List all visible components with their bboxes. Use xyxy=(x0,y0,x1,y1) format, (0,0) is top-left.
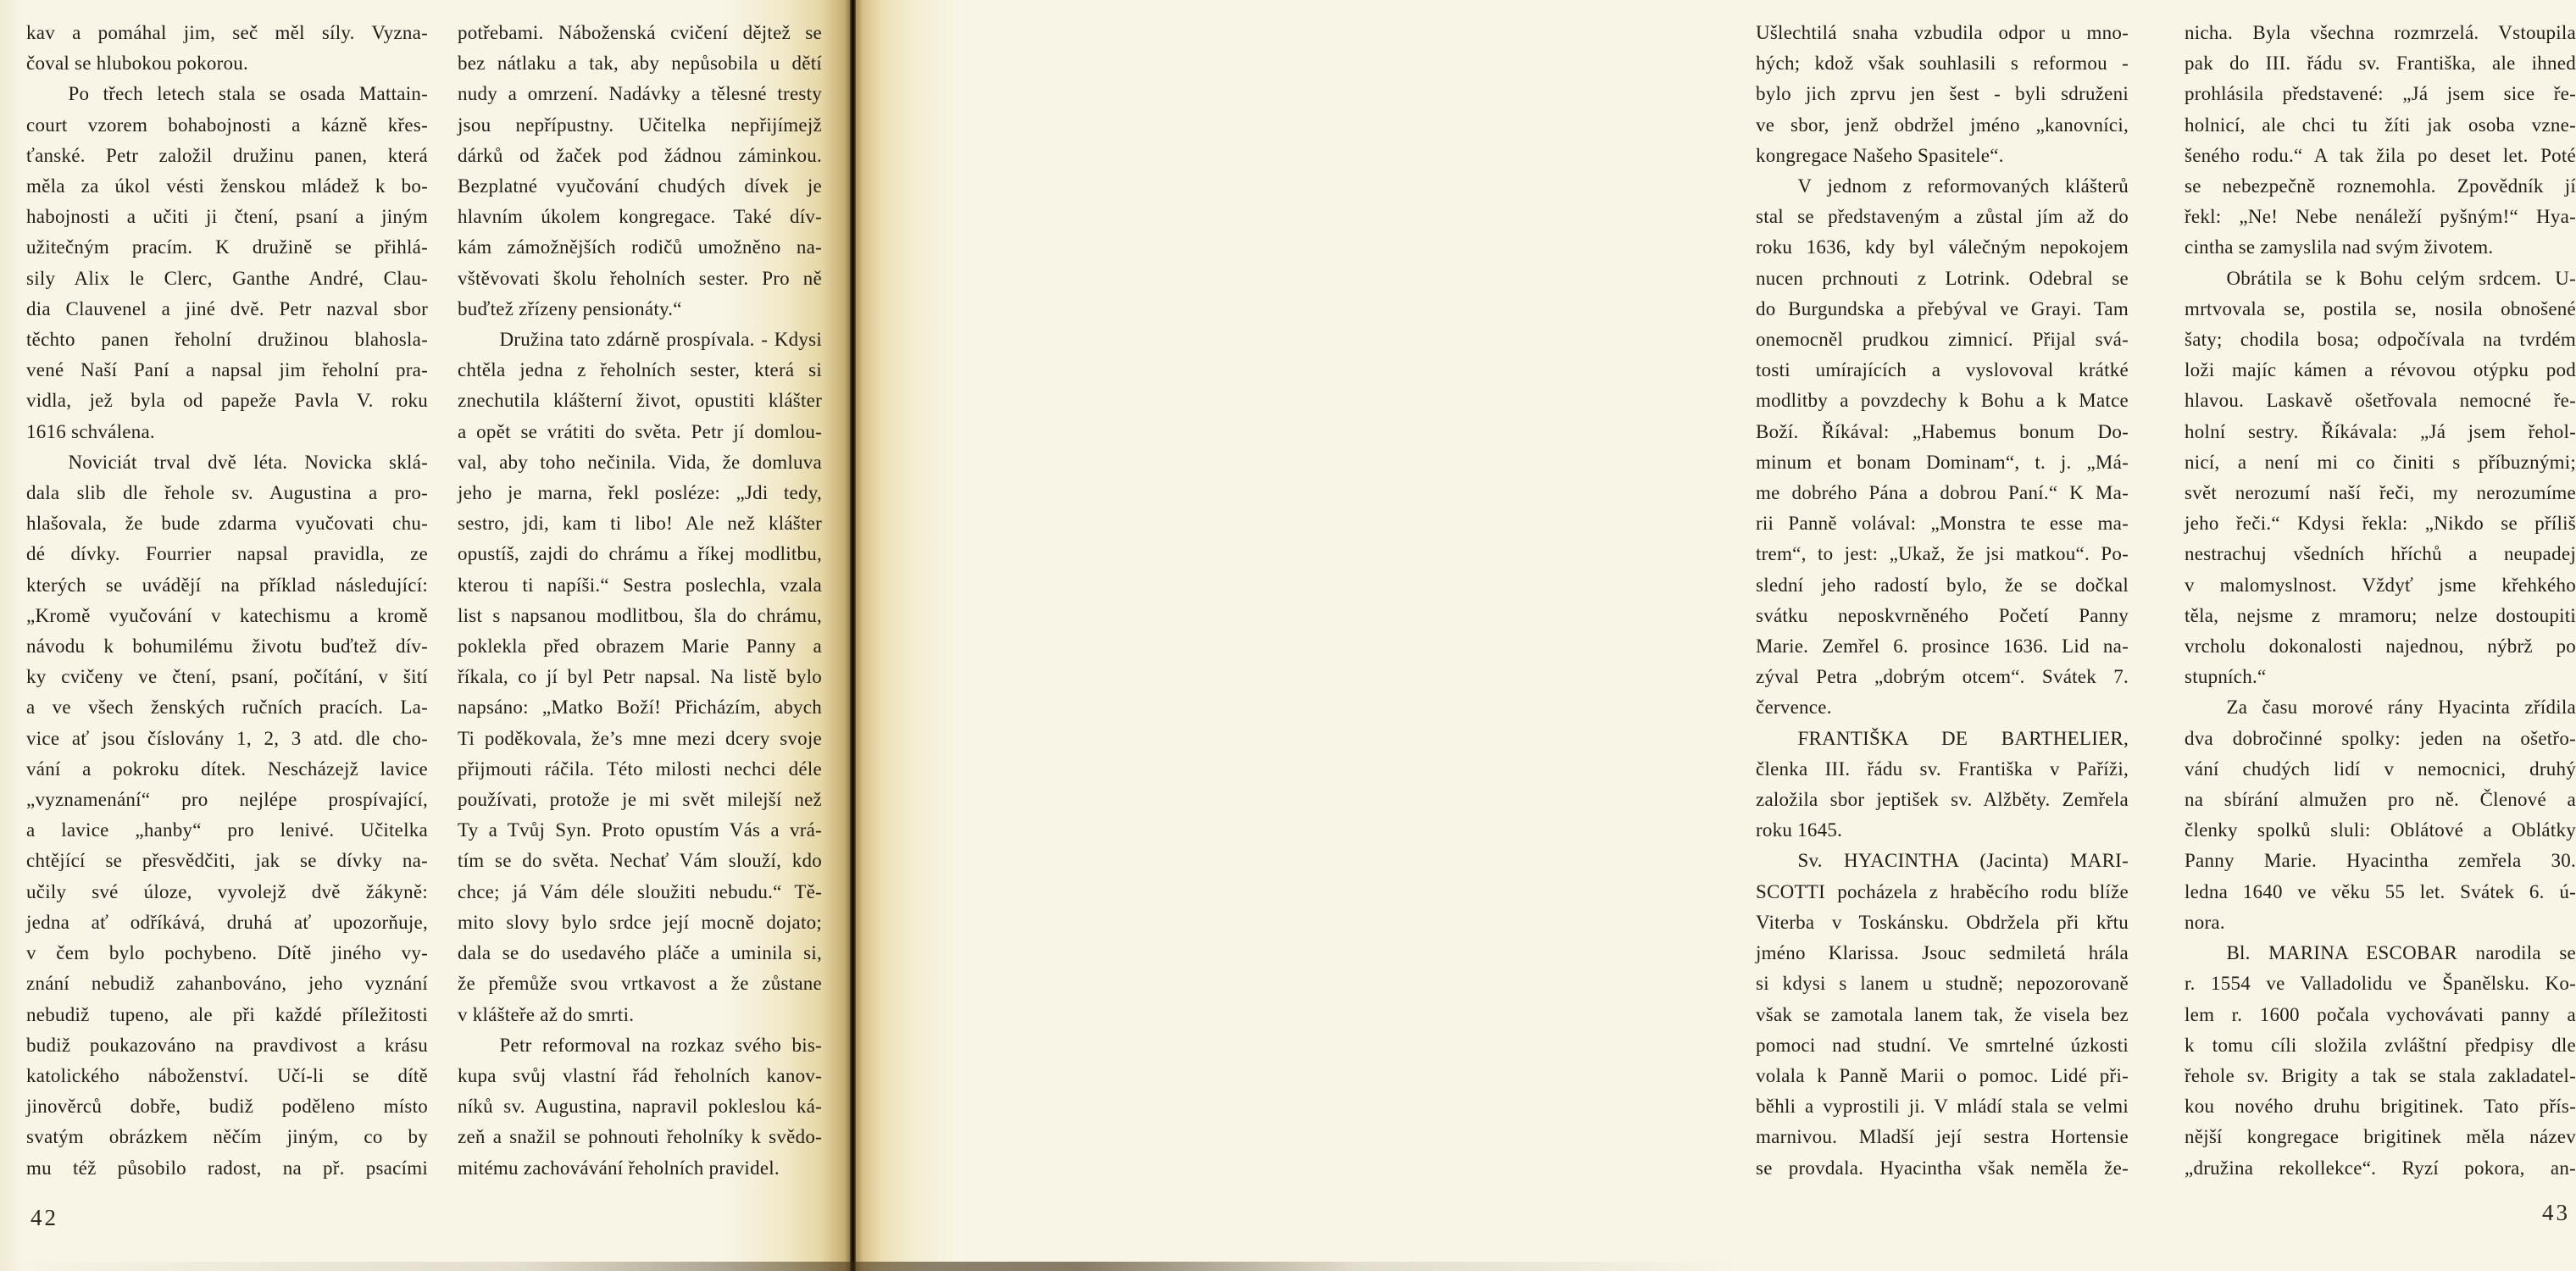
text-line: Marie. Zemřel 6. prosince 1636. Lid na- xyxy=(1756,636,2129,658)
text-line: řehole sv. Brigity a tak se stala zakladatel- xyxy=(2185,1064,2576,1086)
text-line: ledna 1640 ve věku 55 let. Svátek 6. ú- xyxy=(2185,880,2576,902)
text-line: sestro, jdi, kam ti libo! Ale než klášter xyxy=(458,513,822,535)
text-line: marnivou. Mladší její sestra Hortensie xyxy=(1756,1126,2129,1148)
text-line: hých; kdož však souhlasili s reformou - xyxy=(1756,53,2129,75)
text-line: vené Naší Paní a napsal jim řeholní pra- xyxy=(26,359,428,381)
text-line: vání chudých lidí v nemocnici, druhý xyxy=(2185,758,2576,780)
text-line: svatým obrázkem něčím jiným, co by xyxy=(26,1126,428,1148)
text-line: chtějící se přesvědčiti, jak se dívky na- xyxy=(26,850,428,872)
text-line: FRANTIŠKA DE BARTHELIER, xyxy=(1797,727,2129,749)
text-line: tím se do světa. Nechať Vám slouží, kdo xyxy=(458,850,822,872)
text-line: si kdysi s lanem u studně; nepozorovaně xyxy=(1756,973,2129,995)
text-line: Viterba v Toskánsku. Obdržela při křtu xyxy=(1756,911,2129,933)
text-line: roku 1636, kdy byl válečným nepokojem xyxy=(1756,236,2129,258)
page-bottom-shadow xyxy=(0,1262,1740,1271)
text-line: kterých se uvádějí na příklad následující: xyxy=(26,574,428,596)
text-line: vání a pokroku dítek. Nescházejž lavice xyxy=(26,758,428,780)
text-line: SCOTTI pocházela z hraběcího rodu blíže xyxy=(1756,880,2129,902)
text-line: však se zamotala lanem tak, že visela bez xyxy=(1756,1003,2129,1025)
text-line: chtěla jedna z řeholních sester, která si xyxy=(458,359,822,381)
text-line: přijmouti ráčila. Této milosti nechci déle xyxy=(458,758,822,780)
text-line: nestrachuj všedních hříchů a neupadej xyxy=(2185,543,2576,565)
text-line: nebudiž tupeno, ale při každé příležitosti xyxy=(26,1003,428,1025)
text-line: učily své úloze, vyvolejž dvě žákyně: xyxy=(26,880,428,902)
text-line: užitečným pracím. K družině se přihlá- xyxy=(26,236,428,258)
text-line: budiž poukazováno na pravdivost a krásu xyxy=(26,1034,428,1056)
text-line: volala k Panně Marii o pomoc. Lidé při- xyxy=(1756,1064,2129,1086)
text-line: a opět se vrátiti do světa. Petr jí domlou- xyxy=(458,420,822,442)
text-line: me dobrého Pána a dobrou Paní.“ K Ma- xyxy=(1756,482,2129,504)
text-line: ťanské. Petr založil družinu panen, která xyxy=(26,144,428,166)
text-line: sily Alix le Clerc, Ganthe André, Clau- xyxy=(26,267,428,289)
text-line: Panny Marie. Hyacintha zemřela 30. xyxy=(2185,850,2576,872)
text-line: val, aby toho nečinila. Vida, že domluva xyxy=(458,451,822,473)
text-line: zeň a snažil se pohnouti řeholníky k svědo- xyxy=(458,1126,822,1148)
text-line: 1616 schválena. xyxy=(26,420,155,442)
text-line: jeho je marna, řekl posléze: „Jdi tedy, xyxy=(458,482,822,504)
text-line: dia Clauvenel a jiné dvě. Petr nazval sbor xyxy=(26,297,428,319)
text-line: se nebezpečně roznemohla. Zpovědník jí xyxy=(2185,175,2576,197)
text-line: Bl. MARINA ESCOBAR narodila se xyxy=(2226,942,2576,964)
text-line: dala se do usedavého pláče a uminila si, xyxy=(458,942,822,964)
text-line: jedna ať odříkává, druhá ať upozorňuje, xyxy=(26,911,428,933)
text-line: mrtvovala se, postila se, nosila obnošené xyxy=(2185,297,2576,319)
text-line: Sv. HYACINTHA (Jacinta) MARI- xyxy=(1797,850,2129,872)
text-line: Boží. Říkával: „Habemus bonum Do- xyxy=(1756,420,2129,442)
right-page xyxy=(856,0,2576,1271)
text-line: napsáno: „Matko Boží! Přicházím, abych xyxy=(458,697,822,719)
text-line: katolického náboženství. Učí-li se dítě xyxy=(26,1064,428,1086)
text-line: používati, protože je mi svět milejší než xyxy=(458,789,822,811)
text-line: Po třech letech stala se osada Mattain- xyxy=(68,83,428,105)
text-line: nicí, a není mi co činiti s příbuznými; xyxy=(2185,451,2576,473)
text-line: jinověrců dobře, budiž poděleno místo xyxy=(26,1096,428,1118)
text-line: nicha. Byla všechna rozmrzelá. Vstoupila xyxy=(2185,22,2576,43)
text-line: vidla, jež byla od papeže Pavla V. roku xyxy=(26,390,428,412)
text-line: šaty; chodila bosa; odpočívala na tvrdém xyxy=(2185,329,2576,351)
text-line: čoval se hlubokou pokorou. xyxy=(26,53,249,75)
text-line: Za času morové rány Hyacinta zřídila xyxy=(2226,697,2576,719)
text-line: níků sv. Augustina, napravil pokleslou ká- xyxy=(458,1096,822,1118)
text-line: znechutila klášterní život, opustiti klášter xyxy=(458,390,822,412)
text-line: kav a pomáhal jim, seč měl síly. Vyzna- xyxy=(26,22,428,43)
text-line: tosti umírajících a vyslovoval krátké xyxy=(1756,359,2129,381)
text-line: stal se představeným a zůstal jím až do xyxy=(1756,206,2129,228)
text-line: v klášteře až do smrti. xyxy=(458,1003,635,1025)
text-line: členky spolků sluli: Oblátové a Oblátky xyxy=(2185,819,2576,841)
text-line: minum et bonam Dominam“, t. j. „Má- xyxy=(1756,451,2129,473)
text-line: lem r. 1600 počala vychovávati panny a xyxy=(2185,1003,2576,1025)
text-line: kterou ti napíši.“ Sestra poslechla, vzala xyxy=(458,574,822,596)
left-page-column-2 xyxy=(458,18,822,1184)
text-line: svátku neposkvrněného Početí Panny xyxy=(1756,604,2129,626)
text-line: V jednom z reformovaných klášterů xyxy=(1797,175,2129,197)
text-line: cintha se zamyslila nad svým životem. xyxy=(2185,236,2494,258)
text-line: slední jeho radostí bylo, že se dočkal xyxy=(1756,574,2129,596)
left-page xyxy=(0,0,851,1271)
text-line: na sbírání almužen pro ně. Členové a xyxy=(2185,789,2576,811)
text-line: habojnosti a učiti ji čtení, psaní a jiným xyxy=(26,206,428,228)
text-line: těla, nejsme z mramoru; nelze dostoupiti xyxy=(2185,604,2576,626)
text-line: nora. xyxy=(2185,911,2225,933)
text-line: Ty a Tvůj Syn. Proto opustím Vás a vrá- xyxy=(458,819,822,841)
text-line: jsou nepřípustny. Učitelka nepřijímejž xyxy=(458,114,822,136)
text-line: ve sbor, jenž obdržel jméno „kanovníci, xyxy=(1756,114,2129,136)
text-line: k tomu cíli složila zvláštní předpisy dle xyxy=(2185,1034,2576,1056)
text-line: Ušlechtilá snaha vzbudila odpor u mno- xyxy=(1756,22,2129,43)
text-line: dala slib dle řehole sv. Augustina a pro- xyxy=(26,482,428,504)
text-line: Noviciát trval dvě léta. Novicka sklá- xyxy=(68,451,428,473)
text-line: nější kongregace brigitinek měla název xyxy=(2185,1126,2576,1148)
text-line: nudy a omrzení. Nadávky a tělesné tresty xyxy=(458,83,822,105)
text-line: modlitby a povzdechy k Bohu a k Matce xyxy=(1756,390,2129,412)
text-line: Petr reformoval na rozkaz svého bis- xyxy=(499,1034,822,1056)
right-page-column-1 xyxy=(1756,18,2129,1184)
text-line: měla za úkol vésti ženskou mládež k bo- xyxy=(26,175,428,197)
right-page-column-2 xyxy=(2185,18,2576,1184)
text-line: šeného rodu.“ A tak žila po deset let. Poté xyxy=(2185,144,2576,166)
text-line: ky cvičeny ve čtení, psaní, počítání, v šití xyxy=(26,666,428,688)
text-line: kou nového druhu brigitinek. Tato přís- xyxy=(2185,1096,2576,1118)
text-line: pak do III. řádu sv. Františka, ale ihned xyxy=(2185,53,2576,75)
text-line: kongregace Našeho Spasitele“. xyxy=(1756,144,2004,166)
text-line: bylo jich zprvu jen šest - byli sdruženi xyxy=(1756,83,2129,105)
text-line: pomoci nad studní. Ve smrtelné úzkosti xyxy=(1756,1034,2129,1056)
text-line: běhli a vyprostili ji. V mládí stala se velmi xyxy=(1756,1096,2129,1118)
text-line: poklekla před obrazem Marie Panny a xyxy=(458,636,822,658)
text-line: řekl: „Ne! Nebe nenáleží pyšným!“ Hya- xyxy=(2185,206,2576,228)
text-line: Obrátila se k Bohu celým srdcem. U- xyxy=(2226,267,2576,289)
text-line: a lavice „hanby“ pro lenivé. Učitelka xyxy=(26,819,428,841)
text-line: že přemůže svou vrtkavost a že zůstane xyxy=(458,973,822,995)
text-line: hlavou. Laskavě ošetřovala nemocné ře- xyxy=(2185,390,2576,412)
text-line: potřebami. Náboženská cvičení dějtež se xyxy=(458,22,822,43)
text-line: Ti poděkovala, že’s mne mezi dcery svoje xyxy=(458,727,822,749)
book-gutter-shadow xyxy=(850,0,856,1271)
text-line: vrcholu dokonalosti najednou, nýbrž po xyxy=(2185,636,2576,658)
text-line: kupa svůj vlastní řád řeholních kanov- xyxy=(458,1064,822,1086)
text-line: července. xyxy=(1756,697,1832,719)
text-line: v čem bylo pochybeno. Dítě jiného vy- xyxy=(26,942,428,964)
text-line: znání nebudiž zahanbováno, jeho vyznání xyxy=(26,973,428,995)
text-line: „Kromě vyučování v katechismu a kromě xyxy=(26,604,428,626)
text-line: hlašovala, že bude zdarma vyučovati chu- xyxy=(26,513,428,535)
text-line: Družina tato zdárně prospívala. - Kdysi xyxy=(499,329,822,351)
text-line: říkala, co jí byl Petr napsal. Na listě bylo xyxy=(458,666,822,688)
text-line: návodu k bohumilému životu buďtež dív- xyxy=(26,636,428,658)
text-line: prohlásila představené: „Já jsem sice ře- xyxy=(2185,83,2576,105)
text-line: členka III. řádu sv. Františka v Paříži, xyxy=(1756,758,2129,780)
text-line: dva dobročinné spolky: jeden na ošetřo- xyxy=(2185,727,2576,749)
text-line: opustíš, zajdi do chrámu a říkej modlitbu, xyxy=(458,543,822,565)
text-line: vice ať jsou číslovány 1, 2, 3 atd. dle cho- xyxy=(26,727,428,749)
text-line: jméno Klarissa. Jsouc sedmiletá hrála xyxy=(1756,942,2129,964)
text-line: mito slovy bylo srdce její mocně dojato; xyxy=(458,911,822,933)
text-line: svět nerozumí naší řeči, my nerozumíme xyxy=(2185,482,2576,504)
text-line: v malomyslnost. Vždyť jsme křehkého xyxy=(2185,574,2576,596)
text-line: stupních.“ xyxy=(2185,666,2267,688)
text-line: r. 1554 ve Valladolidu ve Španělsku. Ko- xyxy=(2185,973,2576,995)
text-line: „vyznamenání“ pro nejlépe prospívající, xyxy=(26,789,428,811)
text-line: se provdala. Hyacintha však neměla že- xyxy=(1756,1157,2129,1179)
text-line: holní sestry. Říkávala: „Já jsem řehol- xyxy=(2185,420,2576,442)
text-line: court vzorem bohabojnosti a kázně křes- xyxy=(26,114,428,136)
text-line: loži majíc kámen a révovou otýpku pod xyxy=(2185,359,2576,381)
text-line: holnicí, ale chci tu žíti jak osoba vzne- xyxy=(2185,114,2576,136)
text-line: nucen prchnouti z Lotrink. Odebral se xyxy=(1756,267,2129,289)
text-line: kám zámožnějších rodičů umožněno na- xyxy=(458,236,822,258)
text-line: dé dívky. Fourrier napsal pravidla, ze xyxy=(26,543,428,565)
text-line: vštěvovati školu řeholních sester. Pro ně xyxy=(458,267,822,289)
text-line: do Burgundska a přebýval ve Grayi. Tam xyxy=(1756,297,2129,319)
text-line: onemocněl prudkou zimnicí. Přijal svá- xyxy=(1756,329,2129,351)
text-line: rii Panně volával: „Monstra te esse ma- xyxy=(1756,513,2129,535)
text-line: „družina rekollekce“. Ryzí pokora, an- xyxy=(2185,1157,2576,1179)
text-line: mu též působilo radost, na př. psacími xyxy=(26,1157,428,1179)
text-line: roku 1645. xyxy=(1756,819,1843,841)
text-line: mitému zachovávání řeholních pravidel. xyxy=(458,1157,780,1179)
text-line: jeho řeči.“ Kdysi řekla: „Nikdo se příliš xyxy=(2185,513,2576,535)
text-line: list s napsanou modlitbou, šla do chrámu, xyxy=(458,604,822,626)
text-line: založila sbor jeptišek sv. Alžběty. Zemřela xyxy=(1756,789,2129,811)
text-line: buďtež zřízeny pensionáty.“ xyxy=(458,297,682,319)
text-line: chce; já Vám déle sloužiti nebudu.“ Tě- xyxy=(458,880,822,902)
text-line: hlavním úkolem kongregace. Také dív- xyxy=(458,206,822,228)
text-line: Bezplatné vyučování chudých dívek je xyxy=(458,175,822,197)
text-line: dárků od žaček pod žádnou záminkou. xyxy=(458,144,822,166)
text-line: a ve všech ženských ručních pracích. La- xyxy=(26,697,428,719)
text-line: trem“, to jest: „Ukaž, že jsi matkou“. Po- xyxy=(1756,543,2129,565)
text-line: těchto panen řeholní družinou blahosla- xyxy=(26,329,428,351)
text-line: bez nátlaku a tak, aby nepůsobila u dětí xyxy=(458,53,822,75)
text-line: zýval Petra „dobrým otcem“. Svátek 7. xyxy=(1756,666,2129,688)
page-number-left: 42 xyxy=(31,1205,58,1230)
page-number-right: 43 xyxy=(2542,1200,2570,1225)
left-page-column-1 xyxy=(26,18,428,1184)
